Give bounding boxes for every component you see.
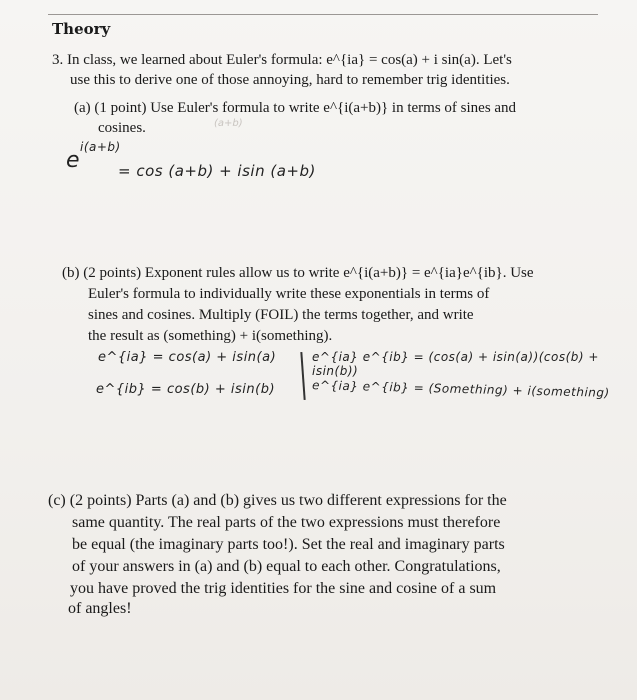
part-b-line-4: the result as (something) + i(something). <box>88 328 333 344</box>
part-b-line-1: (b) (2 points) Exponent rules allow us to write e^{i(a+b)} = e^{ia}e^{ib}. Use <box>62 265 534 281</box>
hw-a-answer: = cos (a+b) + isin (a+b) <box>118 162 316 180</box>
part-c-line-1: (c) (2 points) Parts (a) and (b) gives us two different expressions for the <box>48 492 507 509</box>
part-c-line-4: of your answers in (a) and (b) equal to each other. Congratulations, <box>72 558 501 575</box>
top-rule <box>48 14 598 15</box>
part-c-line-2: same quantity. The real parts of the two expressions must therefore <box>72 514 501 531</box>
hw-a-e: e <box>66 148 81 173</box>
part-c-line-5: you have proved the trig identities for the sine and cosine of a sum <box>70 580 497 597</box>
part-b-line-2: Euler's formula to individually write these exponentials in terms of <box>88 286 490 302</box>
part-b-line-3: sines and cosines. Multiply (FOIL) the terms together, and write <box>88 307 474 323</box>
hw-divider <box>300 352 305 400</box>
part-a-line-1: (a) (1 point) Use Euler's formula to write e^{i(a+b)} in terms of sines and <box>74 100 517 116</box>
faint-note: (a+b) <box>214 118 243 129</box>
hw-b-eib: e^{ib} = cos(b) + isin(b) <box>96 382 276 397</box>
section-heading: Theory <box>52 20 111 38</box>
q3-line-2: use this to derive one of those annoying, hard to remember trig identities. <box>70 72 510 88</box>
hw-b-result: e^{ia} e^{ib} = (Something) + i(something) <box>311 378 610 400</box>
hw-a-exponent: i(a+b) <box>80 140 121 154</box>
part-c-line-3: be equal (the imaginary parts too!). Set the real and imaginary parts <box>72 536 505 553</box>
part-a-line-2: cosines. <box>98 120 146 136</box>
hw-b-product: e^{ia} e^{ib} = (cos(a) + isin(a))(cos(b) + isin(b)) <box>312 350 599 378</box>
hw-b-eia: e^{ia} = cos(a) + isin(a) <box>98 350 277 365</box>
q3-line-1: 3. In class, we learned about Euler's formula: e^{ia} = cos(a) + i sin(a). Let's <box>52 52 512 68</box>
part-c-line-6: of angles! <box>68 600 132 617</box>
